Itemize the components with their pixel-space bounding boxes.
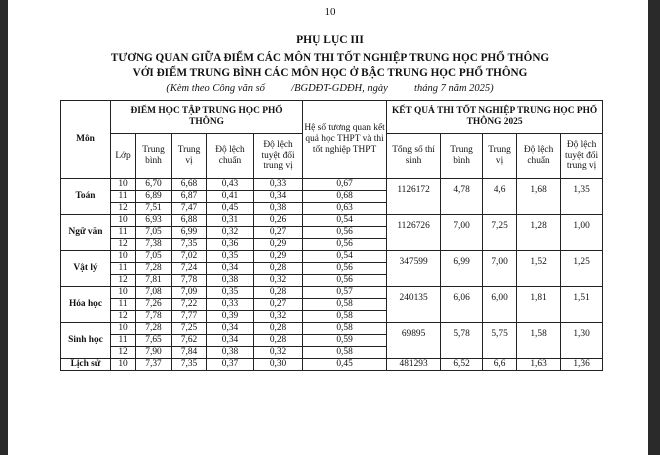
cell-do-lech-chuan: 0,31 (207, 215, 254, 227)
table-row (61, 251, 603, 263)
cell-he-so: 0,59 (303, 335, 387, 347)
cell-kq-do-lech-tuyet-doi: 1,35 (561, 179, 603, 215)
cell-kq-trung-vi: 7,25 (483, 215, 517, 251)
cell-do-lech-chuan: 0,43 (207, 179, 254, 191)
cell-do-lech-chuan: 0,34 (207, 335, 254, 347)
cell-do-lech-chuan: 0,34 (207, 263, 254, 275)
cell-tong-so-thi-sinh: 69895 (387, 323, 441, 359)
cell-do-lech-tuyet-doi: 0,30 (254, 359, 303, 371)
header-lop: Lớp (111, 134, 136, 179)
cell-trung-binh: 7,05 (136, 251, 172, 263)
cell-do-lech-chuan: 0,34 (207, 323, 254, 335)
cell-kq-trung-binh: 6,06 (441, 287, 483, 323)
cell-do-lech-tuyet-doi: 0,27 (254, 299, 303, 311)
header-ket-qua-group: KẾT QUẢ THI TỐT NGHIỆP TRUNG HỌC PHỔ THÔNG 2025 (387, 101, 603, 134)
cell-do-lech-chuan: 0,41 (207, 191, 254, 203)
cell-trung-vi: 6,99 (172, 227, 207, 239)
cell-trung-vi: 7,78 (172, 275, 207, 287)
header-kq-trung-vi: Trung vị (483, 134, 517, 179)
score-correlation-table (60, 100, 603, 371)
cell-trung-binh: 7,51 (136, 203, 172, 215)
subject-name: Sinh học (61, 323, 111, 359)
header-kq-trung-binh: Trung bình (441, 134, 483, 179)
cell-kq-trung-binh: 7,00 (441, 215, 483, 251)
cell-trung-binh: 7,37 (136, 359, 172, 371)
appendix-title: PHỤ LỤC III (296, 34, 364, 46)
page-number: 10 (324, 6, 336, 18)
cell-tong-so-thi-sinh: 347599 (387, 251, 441, 287)
cell-do-lech-tuyet-doi: 0,32 (254, 347, 303, 359)
cell-trung-binh: 6,70 (136, 179, 172, 191)
cell-do-lech-chuan: 0,37 (207, 359, 254, 371)
cell-tong-so-thi-sinh: 481293 (387, 359, 441, 371)
subject-name: Lịch sử (61, 359, 111, 371)
cell-do-lech-chuan: 0,38 (207, 275, 254, 287)
cell-do-lech-tuyet-doi: 0,28 (254, 263, 303, 275)
cell-trung-binh: 7,90 (136, 347, 172, 359)
cell-do-lech-tuyet-doi: 0,28 (254, 335, 303, 347)
cell-kq-do-lech-chuan: 1,81 (517, 287, 561, 323)
cell-do-lech-tuyet-doi: 0,32 (254, 311, 303, 323)
cell-trung-binh: 7,28 (136, 323, 172, 335)
cell-lop: 11 (111, 227, 136, 239)
table-body (61, 179, 603, 371)
cell-trung-binh: 7,08 (136, 287, 172, 299)
cell-kq-trung-vi: 7,00 (483, 251, 517, 287)
cell-kq-do-lech-chuan: 1,52 (517, 251, 561, 287)
cell-lop: 10 (111, 179, 136, 191)
cell-trung-binh: 7,78 (136, 311, 172, 323)
cell-kq-trung-vi: 4,6 (483, 179, 517, 215)
cell-do-lech-tuyet-doi: 0,38 (254, 203, 303, 215)
cell-trung-binh: 6,93 (136, 215, 172, 227)
header-kq-do-lech-chuan: Độ lệch chuẩn (517, 134, 561, 179)
cell-kq-trung-binh: 6,52 (441, 359, 483, 371)
cell-he-so: 0,58 (303, 299, 387, 311)
cell-he-so: 0,57 (303, 287, 387, 299)
cell-kq-do-lech-chuan: 1,28 (517, 215, 561, 251)
cell-lop: 11 (111, 263, 136, 275)
cell-trung-binh: 7,28 (136, 263, 172, 275)
cell-kq-do-lech-tuyet-doi: 1,00 (561, 215, 603, 251)
cell-tong-so-thi-sinh: 1126172 (387, 179, 441, 215)
cell-trung-vi: 7,22 (172, 299, 207, 311)
table-row (61, 359, 603, 371)
cell-he-so: 0,58 (303, 347, 387, 359)
cell-kq-trung-binh: 6,99 (441, 251, 483, 287)
cell-lop: 12 (111, 347, 136, 359)
cell-trung-binh: 7,26 (136, 299, 172, 311)
cell-he-so: 0,58 (303, 323, 387, 335)
header-do-lech-chuan: Độ lệch chuẩn (207, 134, 254, 179)
cell-do-lech-chuan: 0,35 (207, 287, 254, 299)
cell-do-lech-tuyet-doi: 0,32 (254, 275, 303, 287)
header-trung-binh: Trung bình (136, 134, 172, 179)
cell-kq-trung-binh: 4,78 (441, 179, 483, 215)
heading-line-2: VỚI ĐIỂM TRUNG BÌNH CÁC MÔN HỌC Ở BẬC TRUNG HỌC PHỔ THÔNG (132, 67, 528, 79)
table-header-row-1 (61, 101, 603, 134)
header-do-lech-tuyet-doi: Độ lệch tuyệt đối trung vị (254, 134, 303, 179)
cell-do-lech-tuyet-doi: 0,27 (254, 227, 303, 239)
cell-he-so: 0,56 (303, 239, 387, 251)
cell-trung-binh: 6,89 (136, 191, 172, 203)
cell-trung-vi: 7,62 (172, 335, 207, 347)
cell-do-lech-tuyet-doi: 0,26 (254, 215, 303, 227)
cell-kq-do-lech-tuyet-doi: 1,36 (561, 359, 603, 371)
cell-do-lech-chuan: 0,45 (207, 203, 254, 215)
subject-name: Hóa học (61, 287, 111, 323)
cell-lop: 10 (111, 323, 136, 335)
cell-do-lech-chuan: 0,39 (207, 311, 254, 323)
cell-trung-vi: 7,35 (172, 359, 207, 371)
cell-do-lech-chuan: 0,36 (207, 239, 254, 251)
table-row (61, 323, 603, 335)
header-he-so: Hệ số tương quan kết quả học THPT và thi tốt nghiệp THPT (303, 101, 387, 179)
cell-trung-vi: 7,25 (172, 323, 207, 335)
cell-trung-binh: 7,38 (136, 239, 172, 251)
cell-kq-do-lech-tuyet-doi: 1,30 (561, 323, 603, 359)
cell-he-so: 0,67 (303, 179, 387, 191)
cell-he-so: 0,68 (303, 191, 387, 203)
cell-kq-trung-vi: 5,75 (483, 323, 517, 359)
cell-trung-vi: 6,68 (172, 179, 207, 191)
cell-kq-do-lech-tuyet-doi: 1,51 (561, 287, 603, 323)
cell-trung-vi: 6,88 (172, 215, 207, 227)
cell-do-lech-tuyet-doi: 0,33 (254, 179, 303, 191)
cell-do-lech-tuyet-doi: 0,29 (254, 251, 303, 263)
cell-do-lech-tuyet-doi: 0,28 (254, 287, 303, 299)
cell-he-so: 0,45 (303, 359, 387, 371)
cell-do-lech-chuan: 0,38 (207, 347, 254, 359)
cell-he-so: 0,56 (303, 275, 387, 287)
header-kq-do-lech-tuyet-doi: Độ lệch tuyệt đối trung vị (561, 134, 603, 179)
cell-he-so: 0,54 (303, 215, 387, 227)
cell-do-lech-chuan: 0,35 (207, 251, 254, 263)
cell-lop: 10 (111, 251, 136, 263)
cell-he-so: 0,54 (303, 251, 387, 263)
cell-lop: 12 (111, 203, 136, 215)
cell-tong-so-thi-sinh: 1126726 (387, 215, 441, 251)
cell-do-lech-tuyet-doi: 0,34 (254, 191, 303, 203)
cell-kq-do-lech-chuan: 1,58 (517, 323, 561, 359)
cell-trung-vi: 7,47 (172, 203, 207, 215)
subject-name: Toán (61, 179, 111, 215)
cell-lop: 10 (111, 359, 136, 371)
cell-lop: 12 (111, 275, 136, 287)
cell-lop: 12 (111, 239, 136, 251)
cell-kq-do-lech-chuan: 1,63 (517, 359, 561, 371)
cell-trung-vi: 7,02 (172, 251, 207, 263)
cell-trung-vi: 7,24 (172, 263, 207, 275)
header-tong-so-thi-sinh: Tổng số thí sinh (387, 134, 441, 179)
cell-trung-binh: 7,81 (136, 275, 172, 287)
cell-trung-vi: 6,87 (172, 191, 207, 203)
cell-he-so: 0,58 (303, 311, 387, 323)
subject-name: Vật lý (61, 251, 111, 287)
cell-lop: 11 (111, 335, 136, 347)
cell-lop: 10 (111, 215, 136, 227)
header-trung-vi: Trung vị (172, 134, 207, 179)
cell-trung-binh: 7,65 (136, 335, 172, 347)
cell-trung-vi: 7,09 (172, 287, 207, 299)
header-hoc-tap-group: ĐIỂM HỌC TẬP TRUNG HỌC PHỔ THÔNG (111, 101, 303, 134)
cell-kq-do-lech-chuan: 1,68 (517, 179, 561, 215)
cell-do-lech-tuyet-doi: 0,29 (254, 239, 303, 251)
table-row (61, 215, 603, 227)
cell-lop: 11 (111, 191, 136, 203)
cell-kq-do-lech-tuyet-doi: 1,25 (561, 251, 603, 287)
cell-trung-vi: 7,77 (172, 311, 207, 323)
cell-kq-trung-vi: 6,00 (483, 287, 517, 323)
cell-trung-binh: 7,05 (136, 227, 172, 239)
table-row (61, 179, 603, 191)
cell-do-lech-tuyet-doi: 0,28 (254, 323, 303, 335)
heading-line-1: TƯƠNG QUAN GIỮA ĐIỂM CÁC MÔN THI TỐT NGHIỆP TRUNG HỌC PHỔ THÔNG (110, 52, 550, 64)
cell-tong-so-thi-sinh: 240135 (387, 287, 441, 323)
cell-trung-vi: 7,84 (172, 347, 207, 359)
cell-do-lech-chuan: 0,32 (207, 227, 254, 239)
cell-he-so: 0,56 (303, 263, 387, 275)
cell-do-lech-chuan: 0,33 (207, 299, 254, 311)
cell-trung-vi: 7,35 (172, 239, 207, 251)
cell-lop: 11 (111, 299, 136, 311)
header-mon: Môn (61, 101, 111, 179)
subject-name: Ngữ văn (61, 215, 111, 251)
cell-kq-trung-vi: 6,6 (483, 359, 517, 371)
cell-he-so: 0,63 (303, 203, 387, 215)
table-row (61, 287, 603, 299)
cell-lop: 10 (111, 287, 136, 299)
document-subtitle: (Kèm theo Công văn số /BGDĐT-GDĐH, ngày tháng 7 năm 2025) (166, 83, 494, 94)
cell-kq-trung-binh: 5,78 (441, 323, 483, 359)
cell-lop: 12 (111, 311, 136, 323)
cell-he-so: 0,56 (303, 227, 387, 239)
